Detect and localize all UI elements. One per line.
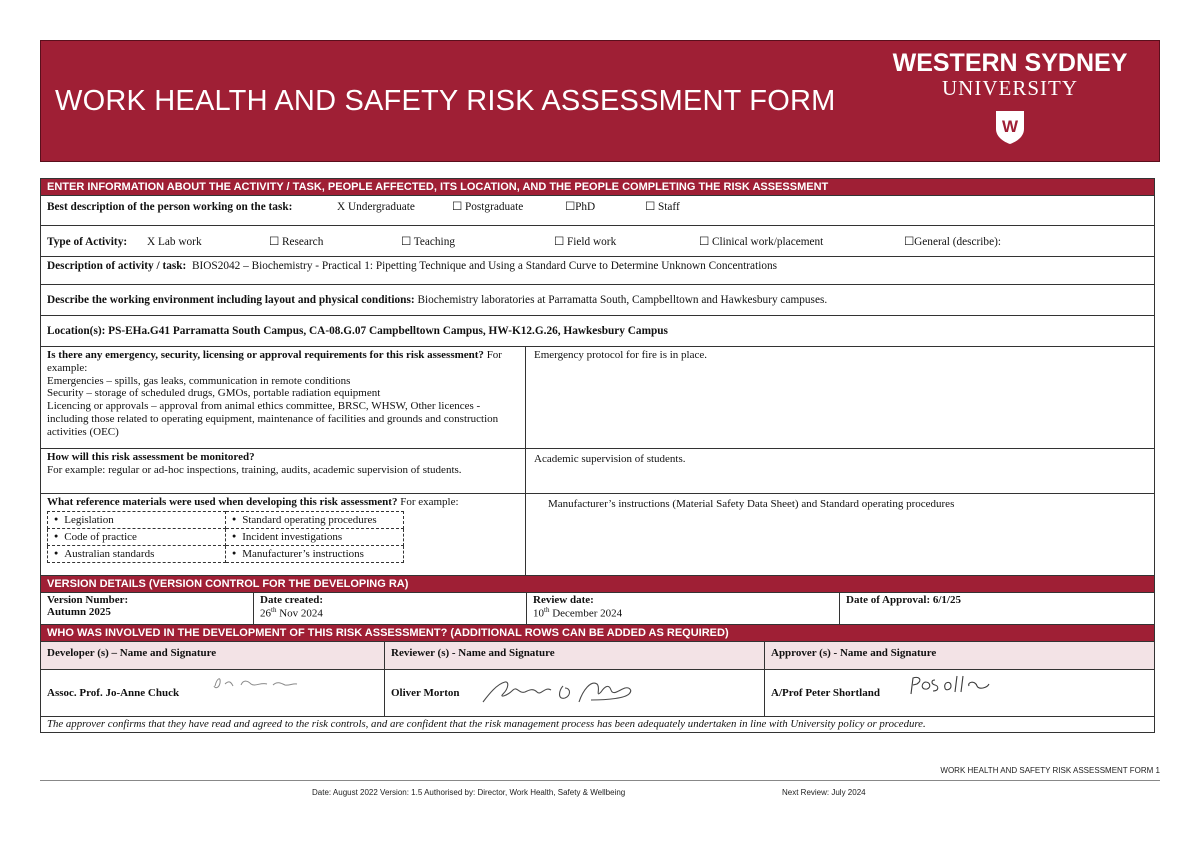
references-table bbox=[47, 511, 404, 563]
people-sign-row bbox=[41, 670, 1154, 717]
environment-row bbox=[41, 285, 1154, 316]
person-label: Best description of the person working on the task: bbox=[47, 201, 293, 213]
ref-item-incident-investigations: ● Incident investigations bbox=[226, 528, 404, 545]
developer-cell bbox=[41, 670, 385, 716]
activity-type-row bbox=[41, 226, 1154, 257]
date-created-label: Date created: bbox=[260, 594, 324, 606]
location-row bbox=[41, 316, 1154, 347]
activity-type-label: Type of Activity: bbox=[47, 236, 128, 248]
emergency-line-1: Emergencies – spills, gas leaks, communication in remote conditions bbox=[47, 374, 351, 387]
risk-assessment-form bbox=[40, 178, 1155, 733]
option-general[interactable]: ☐General (describe): bbox=[904, 236, 1001, 248]
developer-column-header: Developer (s) – Name and Signature bbox=[41, 642, 385, 669]
option-lab-work[interactable]: X Lab work bbox=[147, 236, 202, 248]
developer-signature bbox=[211, 674, 301, 692]
environment-value: Biochemistry laboratories at Parramatta South, Campbelltown and Hawkesbury campuses. bbox=[417, 294, 828, 306]
monitoring-question: How will this risk assessment be monitored? bbox=[47, 451, 255, 463]
emergency-answer: Emergency protocol for fire is in place. bbox=[534, 349, 707, 361]
footer-divider bbox=[40, 780, 1160, 781]
approver-column-header: Approver (s) - Name and Signature bbox=[771, 647, 937, 659]
ref-item-legislation: ● Legislation bbox=[48, 511, 226, 528]
version-label: Version Number: bbox=[47, 594, 129, 606]
approver-name: A/Prof Peter Shortland bbox=[771, 687, 880, 699]
references-row bbox=[41, 494, 1154, 576]
option-postgraduate[interactable]: ☐ Postgraduate bbox=[452, 201, 524, 213]
emergency-line-2: Security – storage of scheduled drugs, GMOs, portable radiation equipment bbox=[47, 387, 381, 400]
reviewer-cell bbox=[385, 670, 765, 716]
ref-item-sop: ● Standard operating procedures bbox=[226, 511, 404, 528]
version-value: Autumn 2025 bbox=[47, 606, 111, 618]
references-answer: Manufacturer’s instructions (Material Safety Data Sheet) and Standard operating procedures bbox=[548, 498, 955, 510]
ref-item-australian-standards: ● Australian standards bbox=[48, 545, 226, 562]
footer-next-review: Next Review: July 2024 bbox=[782, 788, 866, 797]
description-row bbox=[41, 257, 1154, 285]
university-logo bbox=[875, 49, 1145, 145]
title-banner bbox=[40, 40, 1160, 162]
section-activity-heading: ENTER INFORMATION ABOUT THE ACTIVITY / TASK, PEOPLE AFFECTED, ITS LOCATION, AND THE PEOPLE COMPLETING THE RISK ASSESSMENT bbox=[41, 179, 1154, 196]
footer-meta: Date: August 2022 Version: 1.5 Authorised by: Director, Work Health, Safety & Wellbeing bbox=[312, 788, 626, 797]
logo-line1: WESTERN SYDNEY bbox=[892, 49, 1128, 77]
monitoring-answer: Academic supervision of students. bbox=[534, 453, 686, 465]
approver-cell bbox=[765, 670, 1154, 716]
reviewer-signature bbox=[479, 676, 639, 710]
references-question: What reference materials were used when developing this risk assessment? bbox=[47, 496, 398, 508]
reviewer-name: Oliver Morton bbox=[391, 687, 460, 699]
review-date-value: 10th December 2024 bbox=[533, 606, 623, 620]
footer-form-label: WORK HEALTH AND SAFETY RISK ASSESSMENT FORM 1 bbox=[940, 766, 1160, 775]
references-example-intro: For example: bbox=[397, 496, 459, 508]
section-version-heading: VERSION DETAILS (VERSION CONTROL FOR THE DEVELOPING RA) bbox=[41, 576, 1154, 593]
emergency-line-3: Licencing or approvals – approval from animal ethics committee, BRSC, WHSW, Other licences - including those related to operating equipment, maintenance of facilities and grounds and construction activities (OEC) bbox=[47, 400, 499, 438]
description-value: BIOS2042 – Biochemistry - Practical 1: Pipetting Technique and Using a Standard Curve to Determine Unknown Concentrations bbox=[191, 260, 778, 272]
approval-date: Date of Approval: 6/1/25 bbox=[846, 594, 961, 606]
people-header-row bbox=[41, 642, 1154, 670]
monitoring-example: For example: regular or ad-hoc inspections, training, audits, academic supervision of students. bbox=[47, 463, 462, 476]
form-title: WORK HEALTH AND SAFETY RISK ASSESSMENT FORM bbox=[55, 85, 836, 117]
option-clinical[interactable]: ☐ Clinical work/placement bbox=[699, 236, 824, 248]
developer-name: Assoc. Prof. Jo-Anne Chuck bbox=[47, 687, 180, 699]
shield-icon bbox=[994, 109, 1026, 145]
ref-item-code-of-practice: ● Code of practice bbox=[48, 528, 226, 545]
section-people-heading: WHO WAS INVOLVED IN THE DEVELOPMENT OF THIS RISK ASSESSMENT? (ADDITIONAL ROWS CAN BE ADDED AS REQUIRED) bbox=[41, 625, 1154, 642]
option-phd[interactable]: ☐PhD bbox=[565, 201, 596, 213]
logo-line2: UNIVERSITY bbox=[942, 76, 1078, 100]
option-undergraduate[interactable]: X Undergraduate bbox=[337, 201, 415, 213]
person-row bbox=[41, 196, 1154, 226]
option-research[interactable]: ☐ Research bbox=[269, 236, 324, 248]
logo-mark: W bbox=[1001, 117, 1019, 136]
approver-signature bbox=[905, 672, 995, 698]
monitoring-row bbox=[41, 449, 1154, 494]
emergency-question: Is there any emergency, security, licensing or approval requirements for this risk assessment? bbox=[47, 349, 484, 361]
option-field-work[interactable]: ☐ Field work bbox=[554, 236, 617, 248]
ref-item-manufacturer-instructions: ● Manufacturer’s instructions bbox=[226, 545, 404, 562]
approver-confirmation: The approver confirms that they have read and agreed to the risk controls, and are confident that the risk management process has been adequately undertaken in line with University policy or procedure. bbox=[47, 718, 926, 730]
location-text: Location(s): PS-EHa.G41 Parramatta South Campus, CA-08.G.07 Campbelltown Campus, HW-K12.G.26, Hawkesbury Campus bbox=[47, 325, 668, 337]
reviewer-column-header: Reviewer (s) - Name and Signature bbox=[385, 642, 765, 669]
description-label: Description of activity / task: bbox=[47, 260, 187, 272]
emergency-row bbox=[41, 347, 1154, 449]
environment-label: Describe the working environment including layout and physical conditions: bbox=[47, 294, 415, 306]
review-date-label: Review date: bbox=[533, 594, 594, 606]
option-staff[interactable]: ☐ Staff bbox=[645, 201, 680, 213]
date-created-value: 26th Nov 2024 bbox=[260, 606, 323, 620]
emergency-example-intro: For example: bbox=[47, 349, 502, 374]
option-teaching[interactable]: ☐ Teaching bbox=[401, 236, 455, 248]
version-row bbox=[41, 593, 1154, 625]
